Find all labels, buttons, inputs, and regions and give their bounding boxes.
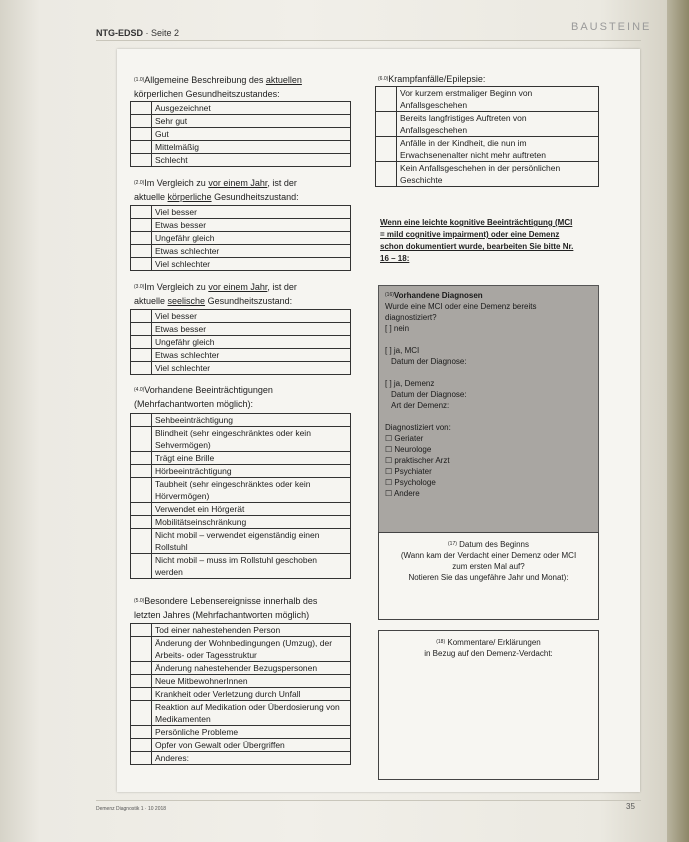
checkbox[interactable] (131, 154, 152, 167)
checkbox[interactable] (131, 739, 152, 752)
option-row[interactable] (131, 554, 351, 579)
mci-instruction: Wenn eine leichte kognitive Beeinträchtigung (MCI = mild cognitive impairment) oder eine Demenz schon dokumentiert wurde, bearbeiten Sie bitte Nr. 16 – 18: (380, 218, 574, 263)
checkbox[interactable] (131, 245, 152, 258)
doctor-label: Geriater (394, 434, 424, 443)
checkbox[interactable] (131, 503, 152, 516)
option-row[interactable] (131, 624, 351, 637)
option-row[interactable] (131, 349, 351, 362)
option-row[interactable] (131, 726, 351, 739)
q6-options (375, 86, 599, 187)
q17-line1: (Wann kam der Verdacht einer Demenz oder MCI (400, 551, 577, 560)
doctor-label: Psychiater (394, 467, 432, 476)
option-row[interactable] (131, 529, 351, 554)
option-label: Mittelmäßig (152, 141, 351, 154)
q16-option-ja-mci[interactable]: [ ] ja, MCI (385, 346, 420, 355)
checkbox[interactable] (376, 87, 397, 112)
checkbox[interactable] (131, 624, 152, 637)
doctor-option[interactable] (385, 488, 592, 499)
option-row[interactable] (131, 503, 351, 516)
checkbox-icon[interactable]: ☐ (385, 434, 395, 443)
option-label: Mobilitätseinschränkung (152, 516, 351, 529)
q16-question-line2: diagnostiziert? (385, 313, 437, 322)
header-title: NTG-EDSD · Seite 2 (96, 28, 180, 38)
option-label: Ausgezeichnet (152, 102, 351, 115)
q5-options (130, 623, 351, 765)
q16-title: $^{(16)}$Vorhandene Diagnosen (385, 291, 483, 300)
option-label: Tod einer nahestehenden Person (152, 624, 351, 637)
option-row[interactable] (131, 752, 351, 765)
checkbox[interactable] (131, 688, 152, 701)
option-label: Änderung nahestehender Bezugspersonen (152, 662, 351, 675)
option-label: Viel besser (152, 310, 351, 323)
option-row[interactable] (376, 137, 599, 162)
option-row[interactable] (131, 323, 351, 336)
option-label: Reaktion auf Medikation oder Überdosierung von Medikamenten (152, 701, 351, 726)
option-row[interactable] (131, 362, 351, 375)
q3-question: $^{(3.0)}$Im Vergleich zu vor einem Jahr, ist der aktuelle seelische Gesundheitszustand: (134, 282, 297, 306)
q18-line1: in Bezug auf den Demenz-Verdacht: (424, 649, 553, 658)
doctor-label: Andere (393, 489, 420, 498)
checkbox[interactable] (131, 726, 152, 739)
option-row[interactable] (376, 162, 599, 187)
header-section: BAUSTEINE (571, 21, 652, 33)
checkbox-icon[interactable]: ☐ (385, 478, 395, 487)
checkbox[interactable] (131, 128, 152, 141)
checkbox[interactable] (131, 414, 152, 427)
option-row[interactable] (131, 427, 351, 452)
q18-title: $^{(18)}$ Kommentare/ Erklärungen (436, 638, 541, 647)
option-label: Etwas besser (152, 323, 351, 336)
footer-divider (96, 800, 641, 801)
q16-demenz-date-label: Datum der Diagnose: (391, 390, 467, 399)
option-label: Schlecht (152, 154, 351, 167)
checkbox[interactable] (131, 752, 152, 765)
checkbox[interactable] (131, 232, 152, 245)
q16-diagnoses-box (378, 285, 599, 534)
checkbox[interactable] (131, 529, 152, 554)
checkbox-icon[interactable]: ☐ (385, 456, 395, 465)
option-row[interactable] (131, 675, 351, 688)
q16-diagnosed-by-label: Diagnostiziert von: (385, 423, 451, 432)
q2-question: $^{(2.0)}$Im Vergleich zu vor einem Jahr, ist der aktuelle körperliche Gesundheitszustand: (134, 178, 299, 202)
q4-options (130, 413, 351, 579)
checkbox[interactable] (131, 701, 152, 726)
page-number: 35 (626, 802, 635, 811)
option-row[interactable] (131, 662, 351, 675)
option-label: Anfälle in der Kindheit, die nun im Erwachsenenalter nicht mehr auftreten (397, 137, 599, 162)
option-label: Viel schlechter (152, 362, 351, 375)
checkbox-icon[interactable]: ☐ (385, 489, 394, 498)
q16-demenz-type-label: Art der Demenz: (391, 401, 450, 410)
checkbox[interactable] (376, 112, 397, 137)
checkbox[interactable] (376, 137, 397, 162)
checkbox[interactable] (131, 258, 152, 271)
option-row[interactable] (131, 115, 351, 128)
header-divider (96, 40, 641, 41)
doctor-option[interactable] (385, 455, 592, 466)
option-label: Änderung der Wohnbedingungen (Umzug), der Arbeits- oder Tagesstruktur (152, 637, 351, 662)
checkbox[interactable] (131, 452, 152, 465)
option-label: Etwas besser (152, 219, 351, 232)
doctor-option[interactable] (385, 477, 592, 488)
checkbox[interactable] (131, 675, 152, 688)
checkbox[interactable] (131, 349, 152, 362)
option-row[interactable] (131, 478, 351, 503)
doctor-label: Neurologe (394, 445, 432, 454)
q18-comments-box[interactable] (378, 630, 599, 780)
option-label: Trägt eine Brille (152, 452, 351, 465)
checkbox[interactable] (131, 478, 152, 503)
q2-options (130, 205, 351, 271)
option-label: Hörbeeinträchtigung (152, 465, 351, 478)
option-row[interactable] (131, 219, 351, 232)
checkbox[interactable] (131, 362, 152, 375)
doctor-option[interactable] (385, 466, 592, 477)
option-row[interactable] (131, 258, 351, 271)
option-label: Verwendet ein Hörgerät (152, 503, 351, 516)
option-row[interactable] (131, 336, 351, 349)
option-row[interactable] (131, 516, 351, 529)
option-row[interactable] (131, 465, 351, 478)
option-row[interactable] (131, 154, 351, 167)
option-label: Taubheit (sehr eingeschränktes oder kein Hörvermögen) (152, 478, 351, 503)
option-label: Persönliche Probleme (152, 726, 351, 739)
checkbox[interactable] (131, 115, 152, 128)
checkbox[interactable] (131, 141, 152, 154)
option-row[interactable] (131, 206, 351, 219)
checkbox-icon[interactable]: ☐ (385, 445, 395, 454)
option-label: Viel schlechter (152, 258, 351, 271)
option-label: Blindheit (sehr eingeschränktes oder kein Sehvermögen) (152, 427, 351, 452)
q5-question: $^{(5.0)}$Besondere Lebensereignisse innerhalb des letzten Jahres (Mehrfachantworten möglich) (134, 596, 318, 620)
q17-line3: Notieren Sie das ungefähre Jahr und Monat): (408, 573, 569, 582)
option-label: Bereits langfristiges Auftreten von Anfallsgeschehen (397, 112, 599, 137)
checkbox[interactable] (376, 162, 397, 187)
footer-source: Demenz Diagnostik 1 · 10 2018 (96, 806, 167, 812)
option-row[interactable] (131, 232, 351, 245)
option-label: Vor kurzem erstmaliger Beginn von Anfallsgeschehen (397, 87, 599, 112)
option-row[interactable] (131, 141, 351, 154)
q4-question: $^{(4.0)}$Vorhandene Beeinträchtigungen (Mehrfachantworten möglich): (134, 385, 273, 409)
checkbox[interactable] (131, 206, 152, 219)
option-row[interactable] (131, 414, 351, 427)
q16-question-line1: Wurde eine MCI oder eine Demenz bereits (385, 302, 537, 311)
option-row[interactable] (131, 637, 351, 662)
q17-title: $^{(17)}$ Datum des Beginns (448, 540, 529, 549)
option-row[interactable] (131, 452, 351, 465)
checkbox[interactable] (131, 102, 152, 115)
option-row[interactable] (376, 87, 599, 112)
checkbox-icon[interactable]: ☐ (385, 467, 395, 476)
option-label: Ungefähr gleich (152, 336, 351, 349)
option-label: Ungefähr gleich (152, 232, 351, 245)
option-row[interactable] (131, 102, 351, 115)
doctor-label: Psychologe (394, 478, 436, 487)
q6-question: $^{(6.0)}$Krampfanfälle/Epilepsie: (378, 74, 486, 84)
option-label: Etwas schlechter (152, 349, 351, 362)
q16-option-ja-demenz[interactable]: [ ] ja, Demenz (385, 379, 435, 388)
option-label: Nicht mobil – verwendet eigenständig einen Rollstuhl (152, 529, 351, 554)
option-row[interactable] (131, 310, 351, 323)
option-row[interactable] (131, 128, 351, 141)
checkbox[interactable] (131, 637, 152, 662)
option-label: Opfer von Gewalt oder Übergriffen (152, 739, 351, 752)
option-row[interactable] (131, 739, 351, 752)
checkbox[interactable] (131, 465, 152, 478)
option-label: Sehr gut (152, 115, 351, 128)
option-label: Gut (152, 128, 351, 141)
option-label: Sehbeeinträchtigung (152, 414, 351, 427)
doctor-option[interactable] (385, 444, 592, 455)
checkbox[interactable] (131, 219, 152, 232)
option-label: Anderes: (152, 752, 351, 765)
option-label: Neue MitbewohnerInnen (152, 675, 351, 688)
q1-question: $^{(1.0)}$Allgemeine Beschreibung des aktuellen körperlichen Gesundheitszustandes: (134, 75, 302, 99)
checkbox[interactable] (131, 554, 152, 579)
option-label: Viel besser (152, 206, 351, 219)
checkbox[interactable] (131, 336, 152, 349)
option-row[interactable] (376, 112, 599, 137)
checkbox[interactable] (131, 310, 152, 323)
option-label: Nicht mobil – muss im Rollstuhl geschoben werden (152, 554, 351, 579)
option-row[interactable] (131, 701, 351, 726)
option-label: Krankheit oder Verletzung durch Unfall (152, 688, 351, 701)
checkbox[interactable] (131, 323, 152, 336)
doctor-option[interactable] (385, 433, 592, 444)
q16-mci-date-label: Datum der Diagnose: (391, 357, 467, 366)
doctor-label: praktischer Arzt (394, 456, 450, 465)
q3-options (130, 309, 351, 375)
q16-option-nein[interactable]: [ ] nein (385, 324, 410, 333)
checkbox[interactable] (131, 427, 152, 452)
q16-doctor-list (385, 433, 592, 499)
option-label: Etwas schlechter (152, 245, 351, 258)
page-edge (667, 0, 689, 842)
q17-line2: zum ersten Mal auf? (452, 562, 525, 571)
option-row[interactable] (131, 688, 351, 701)
q17-onset-box (378, 532, 599, 620)
checkbox[interactable] (131, 516, 152, 529)
checkbox[interactable] (131, 662, 152, 675)
option-label: Kein Anfallsgeschehen in der persönlichen Geschichte (397, 162, 599, 187)
option-row[interactable] (131, 245, 351, 258)
q1-options (130, 101, 351, 167)
